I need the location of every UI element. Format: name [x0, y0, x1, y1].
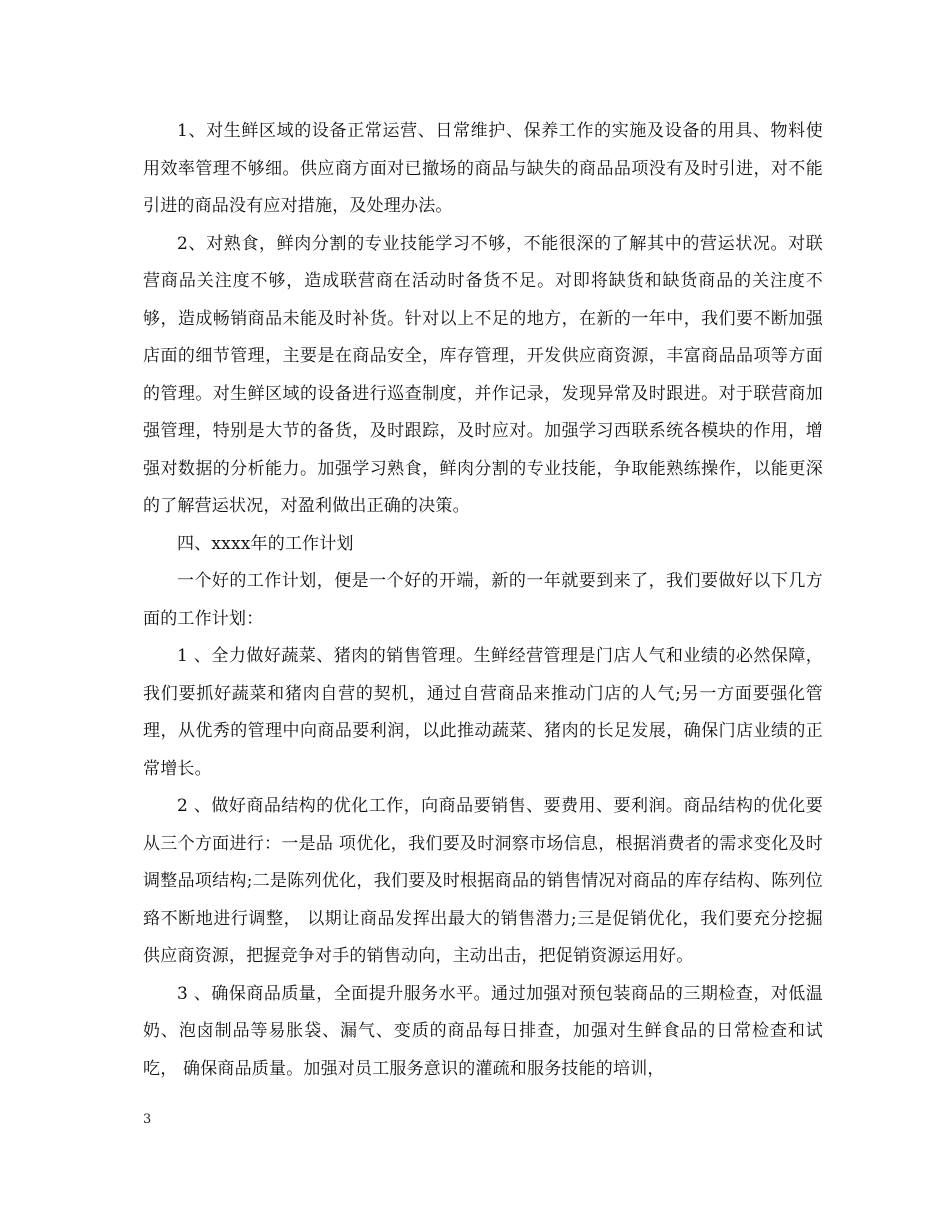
- page-number: 3: [143, 1112, 152, 1127]
- paragraph-plan-item-2: 2 、做好商品结构的优化工作，向商品要销售、要费用、要利润。商品结构的优化要从三个方面进行：一是品 项优化，我们要及时洞察市场信息，根据消费者的需求变化及时调整品项结构;二是陈列优化，我们要及时根据商品的销售情况对商品的库存结构、陈列位臵不断地进行调整， 以期让商品发挥出最大的销售潜力;三是促销优化，我们要充分挖掘供应商资源，把握竞争对手的销售动向，主动出击，把促销资源运用好。: [143, 796, 823, 966]
- paragraph-plan-item-1: 1 、全力做好蔬菜、猪肉的销售管理。生鲜经营管理是门店人气和业绩的必然保障，我们要抓好蔬菜和猪肉自营的契机，通过自营商品来推动门店的人气;另一方面要强化管理，从优秀的管理中向商品要利润，以此推动蔬菜、猪肉的长足发展，确保门店业绩的正常增长。: [143, 646, 823, 779]
- section-heading-work-plan: 四、xxxx年的工作计划: [177, 533, 354, 554]
- paragraph-equipment-supplier: 1、对生鲜区域的设备正常运营、日常维护、保养工作的实施及设备的用具、物料使用效率管理不够细。供应商方面对已撤场的商品与缺失的商品品项没有及时引进，对不能引进的商品没有应对措施，及处理办法。: [143, 121, 823, 216]
- paragraph-deli-meat-skills: 2、对熟食，鲜肉分割的专业技能学习不够，不能很深的了解其中的营运状况。对联营商品关注度不够，造成联营商在活动时备货不足。对即将缺货和缺货商品的关注度不够，造成畅销商品未能及时补货。针对以上不足的地方，在新的一年中，我们要不断加强店面的细节管理，主要是在商品安全，库存管理，开发供应商资源，丰富商品品项等方面的管理。对生鲜区域的设备进行巡查制度，并作记录，发现异常及时跟进。对于联营商加强管理，特别是大节的备货，及时跟踪，及时应对。加强学习西联系统各模块的作用，增强对数据的分析能力。加强学习熟食，鲜肉分割的专业技能，争取能熟练操作，以能更深的了解营运状况，对盈利做出正确的决策。: [143, 233, 823, 516]
- paragraph-plan-intro: 一个好的工作计划，便是一个好的开端，新的一年就要到来了，我们要做好以下几方面的工作计划：: [143, 571, 823, 629]
- paragraph-plan-item-3: 3 、确保商品质量，全面提升服务水平。通过加强对预包装商品的三期检查，对低温奶、泡卤制品等易胀袋、漏气、变质的商品每日排查，加强对生鲜食品的日常检查和试吃， 确保商品质量。加强对员工服务意识的灌疏和服务技能的培训，: [143, 983, 823, 1079]
- document-body: [143, 113, 823, 1088]
